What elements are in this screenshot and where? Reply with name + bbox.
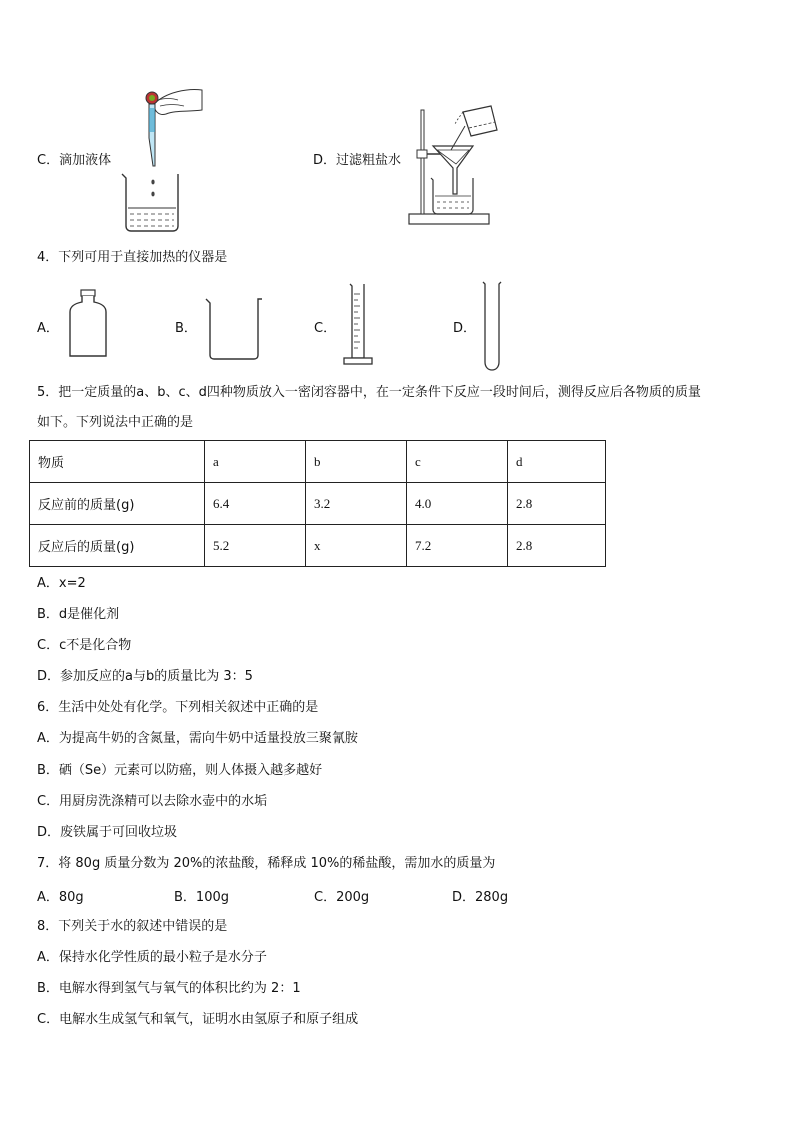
graduated-cylinder-icon bbox=[340, 282, 376, 368]
table-cell: 2.8 bbox=[508, 483, 606, 525]
q7-stem: 7．将 80g 质量分数为 20%的浓盐酸，稀释成 10%的稀盐酸，需加水的质量为 bbox=[37, 856, 496, 871]
table-cell: 6.4 bbox=[205, 483, 306, 525]
table-cell: b bbox=[306, 441, 407, 483]
q6-option-d: D．废铁属于可回收垃圾 bbox=[37, 825, 178, 840]
q5-option-c: C．c不是化合物 bbox=[37, 638, 132, 653]
dropper-beaker-figure bbox=[118, 86, 210, 232]
q7-option-c: C．200g bbox=[314, 890, 370, 905]
table-cell: c bbox=[407, 441, 508, 483]
table-cell: 反应后的质量(g) bbox=[30, 525, 205, 567]
test-tube-icon bbox=[481, 280, 503, 372]
table-cell: 4.0 bbox=[407, 483, 508, 525]
q8-stem: 8．下列关于水的叙述中错误的是 bbox=[37, 919, 228, 934]
table-cell: 反应前的质量(g) bbox=[30, 483, 205, 525]
q3-option-d-label: D．过滤粗盐水 bbox=[313, 153, 402, 168]
reagent-bottle-icon bbox=[68, 288, 108, 360]
table-cell: 2.8 bbox=[508, 525, 606, 567]
q5-stem-line2: 如下。下列说法中正确的是 bbox=[37, 415, 194, 430]
table-cell: x bbox=[306, 525, 407, 567]
q7-option-b: B．100g bbox=[174, 890, 229, 905]
table-row bbox=[30, 525, 606, 567]
q4-stem: 4．下列可用于直接加热的仪器是 bbox=[37, 250, 228, 265]
q8-option-c: C．电解水生成氢气和氧气，证明水由氢原子和原子组成 bbox=[37, 1012, 359, 1027]
beaker-icon bbox=[204, 297, 264, 361]
q6-option-c: C．用厨房洗涤精可以去除水壶中的水垢 bbox=[37, 794, 268, 809]
q5-mass-table bbox=[29, 440, 606, 567]
table-cell: 5.2 bbox=[205, 525, 306, 567]
q5-option-d: D．参加反应的a与b的质量比为 3：5 bbox=[37, 669, 253, 684]
table-cell: 7.2 bbox=[407, 525, 508, 567]
q4-option-d-label: D． bbox=[453, 321, 477, 336]
q7-option-a: A．80g bbox=[37, 890, 84, 905]
q6-option-b: B．硒（Se）元素可以防癌，则人体摄入越多越好 bbox=[37, 763, 323, 778]
q4-option-c-label: C． bbox=[314, 321, 337, 336]
q7-option-d: D．280g bbox=[452, 890, 509, 905]
table-row bbox=[30, 483, 606, 525]
table-header-row bbox=[30, 441, 606, 483]
q4-option-b-label: B． bbox=[175, 321, 197, 336]
q4-option-a-label: A． bbox=[37, 321, 59, 336]
q5-option-b: B．d是催化剂 bbox=[37, 607, 120, 622]
table-cell: a bbox=[205, 441, 306, 483]
q8-option-a: A．保持水化学性质的最小粒子是水分子 bbox=[37, 950, 267, 965]
q5-stem-line1: 5．把一定质量的a、b、c、d四种物质放入一密闭容器中，在一定条件下反应一段时间后，测得反应后各物质的质量 bbox=[37, 385, 701, 400]
q3-option-c-label: C．滴加液体 bbox=[37, 153, 112, 168]
q6-option-a: A．为提高牛奶的含氮量，需向牛奶中适量投放三聚氰胺 bbox=[37, 731, 358, 746]
q5-option-a: A．x=2 bbox=[37, 576, 86, 591]
q6-stem: 6．生活中处处有化学。下列相关叙述中正确的是 bbox=[37, 700, 319, 715]
table-cell: d bbox=[508, 441, 606, 483]
q8-option-b: B．电解水得到氢气与氧气的体积比约为 2：1 bbox=[37, 981, 301, 996]
table-cell: 3.2 bbox=[306, 483, 407, 525]
filtration-apparatus-figure bbox=[405, 102, 501, 228]
table-cell: 物质 bbox=[30, 441, 205, 483]
